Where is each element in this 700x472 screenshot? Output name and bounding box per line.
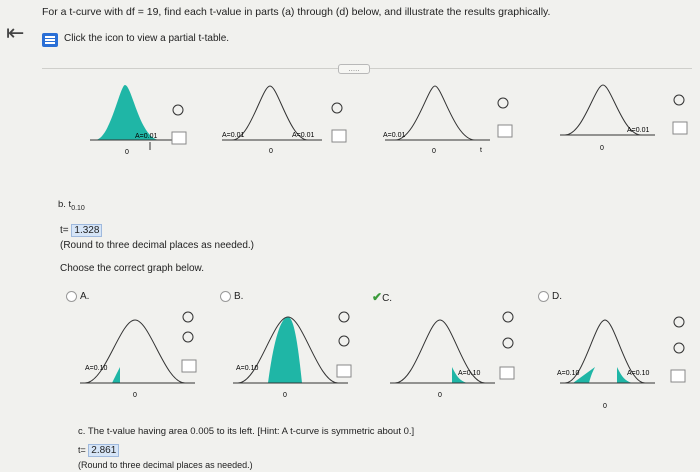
option-d[interactable]: D.: [538, 291, 562, 303]
zero-label: 0: [269, 148, 273, 155]
zero-label: 0: [125, 149, 129, 156]
option-c[interactable]: ✔C.: [372, 290, 393, 304]
zero-label: 0: [133, 392, 137, 399]
graph-a2[interactable]: [212, 80, 362, 165]
zoom-out-icon[interactable]: [183, 332, 193, 342]
part-b-prompt: Choose the correct graph below.: [60, 263, 204, 274]
zoom-out-icon[interactable]: [339, 336, 349, 346]
answer-field-c[interactable]: 2.861: [88, 444, 119, 457]
area-label: A=0.01: [292, 132, 315, 139]
check-icon: ✔: [372, 290, 383, 304]
area-label: A=0.10: [458, 370, 481, 377]
hint-text: Click the icon to view a partial t-table.: [64, 33, 230, 44]
zero-label: 0: [438, 392, 442, 399]
zoom-in-icon[interactable]: [503, 312, 513, 322]
part-c-note: (Round to three decimal places as needed.): [78, 460, 253, 470]
part-c-question: c. The t-value having area 0.005 to its left. [Hint: A t-curve is symmetric about 0.]: [78, 426, 415, 437]
popout-icon[interactable]: [332, 130, 346, 142]
zoom-in-icon[interactable]: [674, 317, 684, 327]
option-b[interactable]: B.: [220, 291, 243, 303]
graph-a3[interactable]: [380, 80, 520, 165]
zoom-out-icon[interactable]: [503, 338, 513, 348]
popout-icon[interactable]: [673, 122, 687, 134]
zoom-out-icon[interactable]: [674, 343, 684, 353]
zoom-in-icon[interactable]: [183, 312, 193, 322]
zero-label: 0: [432, 148, 436, 155]
part-b-answer-row: t= 1.328: [60, 225, 102, 237]
popout-icon[interactable]: [671, 370, 685, 382]
part-c-answer-row: t= 2.861: [78, 444, 119, 457]
question-text: For a t-curve with df = 19, find each t-value in parts (a) through (d) below, and illustrate the results graphically.: [42, 6, 551, 18]
option-a-graph: [80, 305, 220, 405]
area-label: A=0.01: [627, 127, 650, 134]
more-button[interactable]: .....: [338, 64, 370, 74]
zoom-icon[interactable]: [173, 105, 183, 115]
graph-a1[interactable]: [80, 80, 200, 165]
area-label: A=0.01: [135, 133, 158, 140]
popout-icon[interactable]: [500, 367, 514, 379]
part-b-label: b. $t_{0.10}$: [58, 199, 85, 212]
graph-a4[interactable]: [555, 80, 695, 165]
zero-label: 0: [283, 392, 287, 399]
popout-icon[interactable]: [172, 132, 186, 144]
part-b-note: (Round to three decimal places as needed.): [60, 240, 255, 251]
zoom-icon[interactable]: [674, 95, 684, 105]
option-a[interactable]: A.: [66, 291, 89, 303]
area-label: A=0.10: [627, 370, 650, 377]
table-icon[interactable]: [42, 33, 58, 47]
popout-icon[interactable]: [182, 360, 196, 372]
option-d-graph: [555, 305, 695, 410]
area-label: A=0.10: [236, 365, 259, 372]
area-label: A=0.10: [557, 370, 580, 377]
area-label: A=0.01: [383, 132, 406, 139]
area-label: A=0.01: [222, 132, 245, 139]
popout-icon[interactable]: [337, 365, 351, 377]
option-b-graph: [228, 305, 368, 405]
back-arrow-icon[interactable]: ⇤: [6, 20, 25, 45]
popout-icon[interactable]: [498, 125, 512, 137]
zoom-in-icon[interactable]: [339, 312, 349, 322]
t-label: t: [480, 147, 482, 154]
option-c-graph: [390, 305, 530, 405]
zero-label: 0: [603, 403, 607, 410]
area-label: A=0.10: [85, 365, 108, 372]
zoom-icon[interactable]: [332, 103, 342, 113]
answer-field-b[interactable]: 1.328: [71, 224, 102, 237]
zoom-icon[interactable]: [498, 98, 508, 108]
zero-label: 0: [600, 145, 604, 152]
shaded-region: [95, 85, 160, 140]
